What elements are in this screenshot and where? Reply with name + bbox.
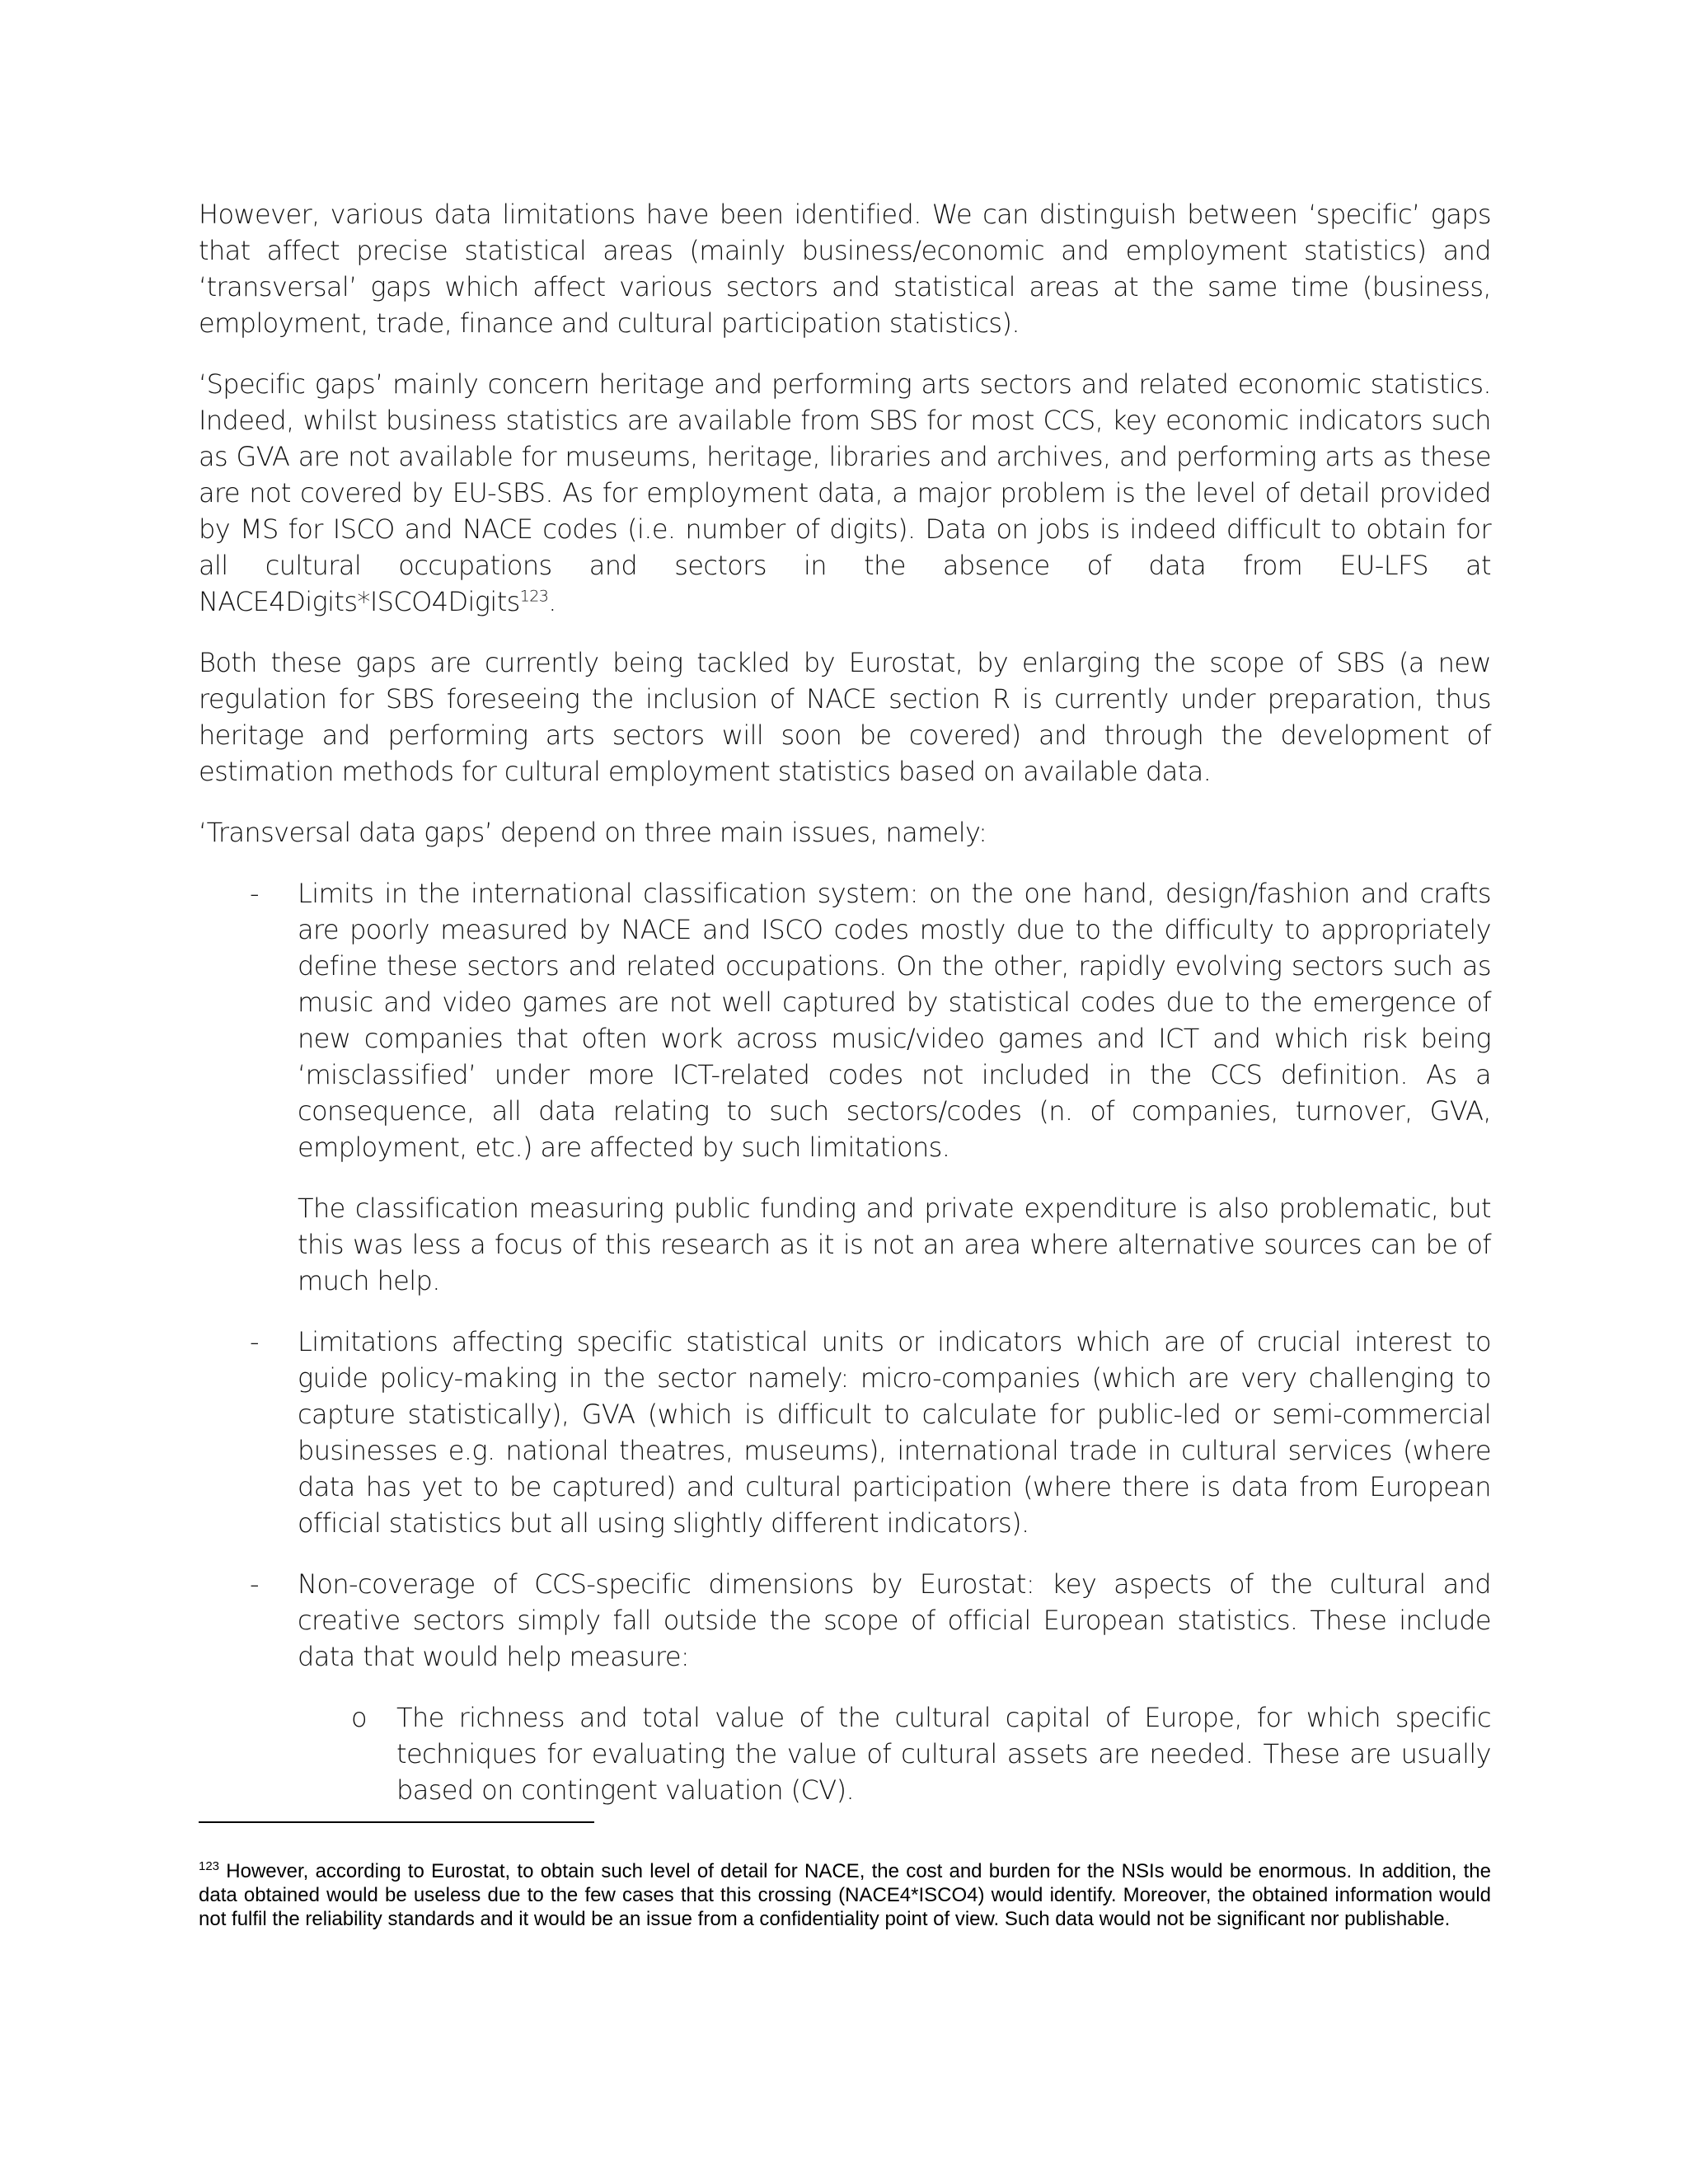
sub-list-item-text: The richness and total value of the cultural capital of Europe, for which specific techniques for evaluating the value of cultural assets are needed. These are usually based on contingent valuation (CV). [396,1702,1491,1806]
paragraph-transversal-intro: ‘Transversal data gaps’ depend on three main issues, namely: [199,817,987,848]
list-item-non-coverage [199,1566,1491,1675]
list-item-text: Limitations affecting specific statistical units or indicators which are of crucial interest to guide policy-making in the sector namely: micro-companies (which are very challenging to capture statistically), GVA (which is difficult to calculate for public-led or semi-commercial businesses e.g. national theatres, museums), international trade in cultural services (where data has yet to be captured) and cultural participation (where there is data from European official statistics but all using slightly different indicators). [298,1326,1491,1539]
paragraph-eurostat-tackling: Both these gaps are currently being tackled by Eurostat, by enlarging the scope of SBS (a new regulation for SBS foreseeing the inclusion of NACE section R is currently under preparation, thus heritage and performing arts sectors will soon be covered) and through the development of estimation methods for cultural employment statistics based on available data. [199,647,1491,787]
list-item-classification-limits [199,875,1491,1299]
paragraph-end-punctuation: . [548,586,556,617]
sub-bullet-circle: o [351,1702,367,1733]
bullet-dash: - [250,878,259,909]
bullet-dash: - [250,1326,259,1357]
paragraph-specific-gaps [199,366,1491,620]
list-item-text: Limits in the international classification system: on the one hand, design/fashion and crafts are poorly measured by NACE and ISCO codes mostly due to the difficulty to appropriately define these sectors and related occupations. On the other, rapidly evolving sectors such as music and video games are not well captured by statistical codes due to the emergence of new companies that often work across music/video games and ICT and which risk being ‘misclassified’ under more ICT-related codes not included in the CCS definition. As a consequence, all data relating to such sectors/codes (n. of companies, turnover, GVA, employment, etc.) are affected by such limitations. [298,878,1491,1163]
list-item-text: Non-coverage of CCS-specific dimensions by Eurostat: key aspects of the cultural and creative sectors simply fall outside the scope of official European statistics. These include data that would help measure: [298,1568,1491,1672]
sub-list-item-cultural-capital [199,1699,1491,1808]
list-item-unit-limitations [199,1324,1491,1541]
footnote-reference[interactable]: 123 [519,587,549,606]
body-text [199,196,1491,1808]
footnote-number: 123 [199,1859,220,1873]
paragraph-data-limitations: However, various data limitations have been identified. We can distinguish between ‘specific’ gaps that affect precise statistical areas (mainly business/economic and employment statistics) and ‘transversal’ gaps which affect various sectors and statistical areas at the same time (business, employment, trade, finance and cultural participation statistics). [199,199,1491,339]
footnote-separator [199,1821,594,1823]
bullet-dash: - [250,1568,259,1600]
list-item-subparagraph: The classification measuring public funding and private expenditure is also problematic, but this was less a focus of this research as it is not an area where alternative sources can be of much help. [298,1193,1491,1296]
footnote [199,1859,1491,1931]
paragraph-specific-gaps-text: ‘Specific gaps’ mainly concern heritage and performing arts sectors and related economic statistics. Indeed, whilst business statistics are available from SBS for most CCS, key economic indicators such as GVA are not available for museums, heritage, libraries and archives, and performing arts as these are not covered by EU-SBS. As for employment data, a major problem is the level of detail provided by MS for ISCO and NACE codes (i.e. number of digits). Data on jobs is indeed difficult to obtain for all cultural occupations and sectors in the absence of data from EU-LFS at NACE4Digits*ISCO4Digits [199,368,1491,617]
footnote-text: However, according to Eurostat, to obtain such level of detail for NACE, the cost and burden for the NSIs would be enormous. In addition, the data obtained would be useless due to the few cases that this crossing (NACE4*ISCO4) would identify. Moreover, the obtained information would not fulfil the reliability standards and it would be an issue from a confidentiality point of view. Such data would not be significant nor publishable. [199,1860,1491,1930]
